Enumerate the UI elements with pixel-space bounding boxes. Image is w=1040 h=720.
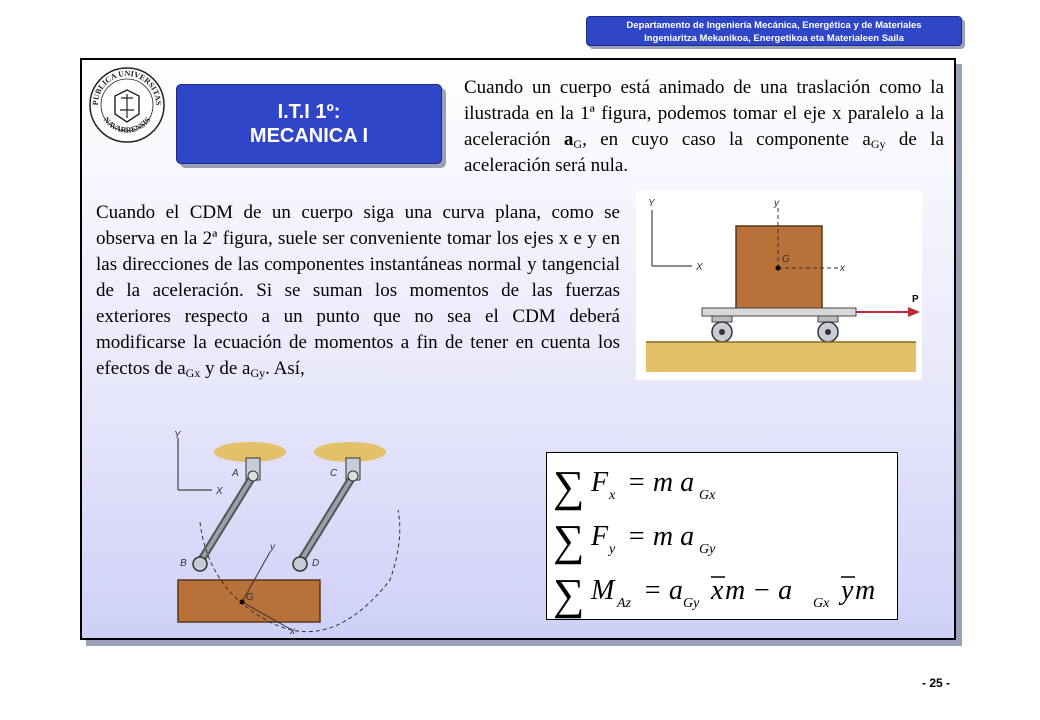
svg-text:Gy: Gy — [683, 596, 700, 611]
svg-text:X: X — [696, 262, 703, 273]
svg-text:P: P — [912, 294, 919, 305]
svg-text:B: B — [180, 558, 187, 569]
svg-text:y: y — [609, 542, 616, 557]
svg-text:Gy: Gy — [699, 542, 716, 557]
svg-text:= m a: = m a — [627, 521, 695, 552]
department-name-eu: Ingeniaritza Mekanikoa, Energetikoa eta Materialeen Saila — [644, 33, 904, 44]
svg-text:y: y — [841, 575, 854, 606]
course-code: I.T.I 1º: — [277, 101, 341, 123]
svg-text:= a: = a — [643, 575, 683, 606]
svg-text:Gx: Gx — [699, 488, 716, 503]
department-header — [586, 16, 962, 46]
svg-text:m: m — [855, 575, 876, 606]
figure-translating-cart — [636, 190, 922, 380]
svg-text:∑: ∑ — [553, 516, 585, 565]
university-seal-logo — [88, 66, 166, 144]
svg-text:Y: Y — [648, 198, 655, 209]
svg-text:y: y — [270, 542, 275, 553]
svg-text:Y: Y — [174, 430, 181, 441]
svg-text:∑: ∑ — [553, 570, 585, 619]
svg-text:C: C — [330, 468, 338, 479]
paragraph-plane-curve: Cuando el CDM de un cuerpo siga una curva plana, como se observa en la 2ª figura, suele ser conveniente tomar los ejes x e y en las direcciones de las componentes instantáneas normal y tangencial de la aceleración. Si se suman los momentos de las fuerzas exteriores respecto a un punto que no sea el CDM deberá modificarse la ecuación de momentos a fin de tener en cuenta los efectos de $a_{Gx}$ y de $a_{Gy}$. Así, — [96, 202, 620, 380]
svg-text:X: X — [216, 486, 223, 497]
course-name: MECANICA I — [249, 125, 369, 147]
svg-text:F: F — [591, 467, 609, 498]
department-name-es: Departamento de Ingeniería Mecánica, Energética y de Materiales — [626, 20, 922, 31]
svg-text:D: D — [312, 558, 320, 569]
svg-text:x: x — [290, 626, 295, 635]
svg-text:x: x — [840, 263, 845, 274]
svg-text:Gx: Gx — [813, 596, 830, 611]
svg-text:x: x — [711, 575, 724, 606]
svg-text:PUBLICA UNIVERSITAS: PUBLICA UNIVERSITAS — [90, 68, 164, 106]
svg-text:∑: ∑ — [553, 462, 585, 511]
svg-text:M: M — [591, 575, 615, 606]
svg-text:G: G — [246, 592, 254, 603]
figure-parallel-linkage — [160, 430, 410, 635]
paragraph-translation: Cuando un cuerpo está animado de una traslación como la ilustrada en la 1ª figura, podemos tomar el eje x paralelo a la aceleración $a_G$, en cuyo caso la componente $a_{Gy}$ de la aceleración será nula. — [464, 77, 944, 176]
svg-text:Az: Az — [617, 596, 631, 611]
svg-text:NAVARRENSIS: NAVARRENSIS — [101, 115, 153, 135]
svg-text:F: F — [591, 521, 609, 552]
svg-text:A: A — [232, 468, 239, 479]
equations-box — [546, 452, 898, 620]
svg-text:m − a: m − a — [725, 575, 793, 606]
svg-text:= m a: = m a — [627, 467, 695, 498]
svg-text:y: y — [774, 198, 779, 209]
page-number: - 25 - — [922, 676, 951, 690]
course-badge — [176, 84, 442, 164]
svg-text:G: G — [782, 254, 790, 265]
svg-text:x: x — [609, 488, 616, 503]
